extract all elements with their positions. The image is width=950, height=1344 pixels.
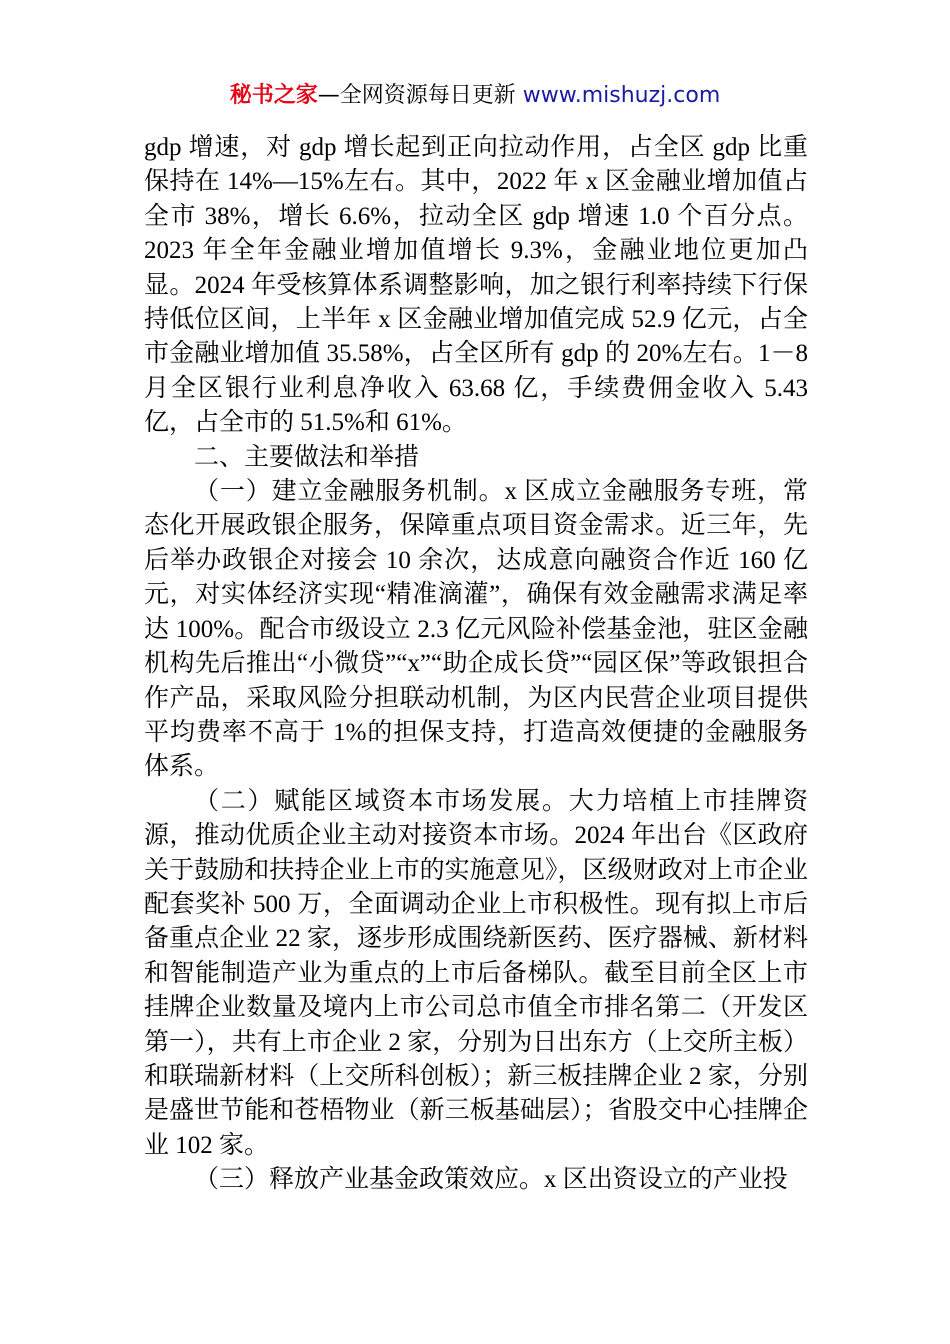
paragraph-capital-market: （二）赋能区域资本市场发展。大力培植上市挂牌资源，推动优质企业主动对接资本市场。2024 年出台《区政府关于鼓励和扶持企业上市的实施意见》，区级财政对上市企业配套奖补 500 万，全面调动企业上市积极性。现有拟上市后备重点企业 22 家，逐步形成围绕新医药、医疗器械、新材料和智能制造产业为重点的上市后备梯队。截至目前全区上市挂牌企业数量及境内上市公司总市值全市排名第二（开发区第一），共有上市企业 2 家，分别为日出东方（上交所主板）和联瑞新材料（上交所科创板）；新三板挂牌企业 2 家，分别是盛世节能和苍梧物业（新三板基础层）；省股交中心挂牌企业 102 家。 (144, 787, 808, 1159)
section-heading-measures: 二、主要做法和举措 (194, 443, 420, 471)
site-url[interactable]: www.mishuzj.com (522, 83, 721, 108)
site-tagline: —全网资源每日更新 (317, 83, 523, 108)
paragraph-financial-service-mechanism: （一）建立金融服务机制。x 区成立金融服务专班，常态化开展政银企服务，保障重点项目资金需求。近三年，先后举办政银企对接会 10 余次，达成意向融资合作近 160 亿元，对实体经济实现“精准滴灌”，确保有效金融需求满足率达 100%。配合市级设立 2.3 亿元风险补偿基金池，驻区金融机构先后推出“小微贷”“x”“助企成长贷”“园区保”等政银担合作产品，采取风险分担联动机制，为区内民营企业项目提供平均费率不高于 1%的担保支持，打造高效便捷的金融服务体系。 (144, 478, 808, 781)
site-header (0, 80, 950, 112)
site-brand: 秘书之家 (229, 83, 318, 108)
paragraph-industry-fund: （三）释放产业基金政策效应。x 区出资设立的产业投 (194, 1166, 788, 1194)
paragraph-gdp-stats: gdp 增速，对 gdp 增长起到正向拉动作用，占全区 gdp 比重保持在 14%—15%左右。其中，2022 年 x 区金融业增加值占全市 38%，增长 6.6%，拉动全区 gdp 增速 1.0 个百分点。2023 年全年金融业增加值增长 9.3%，金融业地位更加凸显。2024 年受核算体系调整影响，加之银行利率持续下行保持低位区间，上半年 x 区金融业增加值完成 52.9 亿元，占全市金融业增加值 35.58%，占全区所有 gdp 的 20%左右。1－8 月全区银行业利息净收入 63.68 亿，手续费佣金收入 5.43 亿，占全市的 51.5%和 61%。 (144, 134, 808, 437)
document-body (144, 131, 808, 1198)
